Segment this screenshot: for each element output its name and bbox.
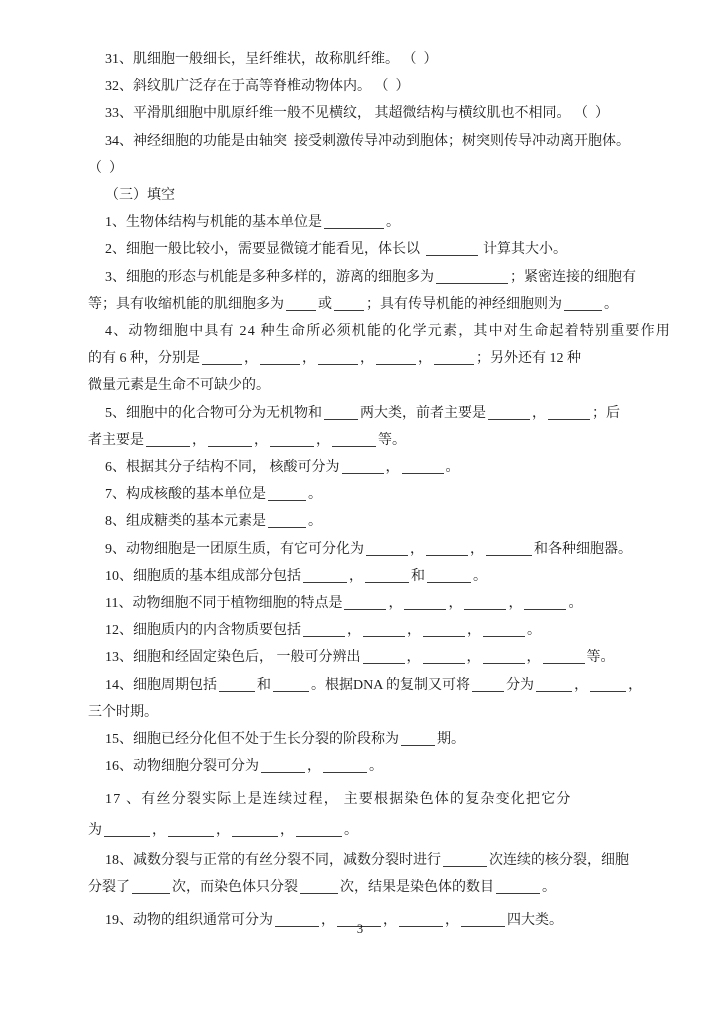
answer-blank [363,622,405,637]
text-line [88,508,636,535]
text-segment: ， [467,623,481,639]
text-line [88,817,636,844]
answer-blank [296,822,342,837]
text-segment: ， [360,351,374,367]
text-segment: ， [152,822,166,838]
text-line [88,753,636,780]
text-line [88,874,636,901]
text-segment: 3、细胞的形态与机能是多种多样的，游离的细胞多为 [105,269,434,285]
answer-blank [496,879,540,894]
text-segment: 7、构成核酸的基本单位是 [105,487,266,503]
answer-blank [208,432,252,447]
text-segment: 两大类，前者主要是 [360,405,486,421]
text-segment: ， [628,677,643,693]
text-segment: ， [508,596,523,612]
answer-blank [303,622,345,637]
answer-blank [342,459,384,474]
answer-blank [273,677,309,692]
text-segment: 16、动物细胞分裂可分为 [105,759,259,775]
answer-blank [365,568,409,583]
text-segment: 33、平滑肌细胞中肌原纤维一般不见横纹， 其超微结构与横纹肌也不相同。 （ ） [105,106,609,122]
text-segment: （ ） [88,160,123,176]
text-line [88,699,636,726]
text-line [88,46,636,73]
text-segment: 12、细胞质内的内含物质要包括 [105,623,301,639]
text-segment: ；另外还有 12 种 [476,351,581,367]
answer-blank [483,622,525,637]
text-segment: ， [254,432,268,448]
text-segment: 和 [257,677,271,693]
answer-blank [536,677,572,692]
text-segment: 。 [542,880,556,896]
text-segment: 6、根据其分子结构不同， 核酸可分为 [105,460,340,476]
answer-blank [524,595,566,610]
text-segment: ， [316,432,330,448]
text-segment: ， [574,677,589,693]
text-segment: ， [383,913,397,929]
answer-blank [404,595,446,610]
text-segment: 31、肌细胞一般细长，呈纤维状，故称肌纤维。 （ ） [105,52,438,67]
text-line [88,644,636,671]
answer-blank [344,595,386,610]
text-line [88,128,636,155]
text-segment: ， [321,913,335,929]
text-segment: 13、细胞和经固定染色后， 一般可分辨出 [105,650,361,666]
text-segment: ；具有传导机能的神经细胞则为 [366,296,562,312]
text-segment: ， [532,405,546,421]
answer-blank [543,649,585,664]
text-line [88,427,636,454]
text-segment: ；后 [592,405,620,421]
answer-blank [219,677,255,692]
text-segment: 17 、有丝分裂实际上是连续过程， 主要根据染色体的复杂变化把它分 [105,792,572,808]
text-segment: 11、动物细胞不同于植物细胞的特点是 [105,596,343,612]
answer-blank [472,677,504,692]
text-segment: 三个时期。 [88,704,158,720]
text-segment: 次，而染色体只分裂 [172,880,298,896]
text-segment: ， [418,351,432,367]
text-segment: ， [347,623,361,639]
text-segment: ， [470,541,484,557]
text-segment: 期。 [437,732,465,748]
text-segment: 等；具有收缩机能的肌细胞多为 [88,296,284,312]
text-segment: ， [216,822,230,838]
text-segment: 。 [308,514,322,530]
answer-blank [286,296,316,311]
text-segment: 2、细胞一般比较小，需要显微镜才能看见，体长以 [105,242,424,258]
text-line [88,617,636,644]
answer-blank [548,405,590,420]
text-segment: 次连续的核分裂，细胞 [489,852,629,868]
answer-blank [423,622,465,637]
answer-blank [363,649,405,664]
text-segment: ， [445,913,459,929]
answer-blank [324,214,384,229]
answer-blank [268,513,306,528]
text-segment: 微量元素是生命不可缺少的。 [88,378,270,394]
text-segment: ， [407,623,421,639]
answer-blank [436,269,508,284]
text-segment: 。 [369,759,383,775]
text-segment: 19、动物的组织通常可分为 [105,913,273,929]
text-segment: （三）填空 [105,188,175,204]
text-line [88,100,636,127]
answer-blank [334,296,364,311]
text-segment: ， [466,650,481,666]
answer-blank [168,822,214,837]
page-number: 3 [356,922,364,936]
text-segment: 的有 6 种，分别是 [88,351,200,367]
answer-blank [318,350,358,365]
text-segment: ， [410,541,424,557]
text-line [88,372,636,399]
answer-blank [376,350,416,365]
text-segment: 15、细胞已经分化但不处于生长分裂的阶段称为 [105,732,399,748]
answer-blank [261,758,305,773]
text-segment: 9、动物细胞是一团原生质，有它可分化为 [105,541,364,557]
text-line [88,400,636,427]
text-segment: 分为 [506,677,535,693]
answer-blank [270,432,314,447]
text-segment: 1、生物体结构与机能的基本单位是 [105,215,322,231]
text-segment: ， [280,822,294,838]
text-line [88,481,636,508]
text-segment: 14、细胞周期包括 [105,677,217,693]
text-line [88,345,636,372]
answer-blank [300,879,338,894]
answer-blank [402,459,444,474]
text-segment: 。 [568,596,583,612]
text-segment: 等。 [378,432,406,448]
answer-blank [323,758,367,773]
answer-blank [464,595,506,610]
text-line [88,73,636,100]
text-segment: 分裂了 [88,880,130,896]
text-segment: 和 [411,568,425,584]
answer-blank [426,241,478,256]
text-segment: 。 [308,487,322,503]
answer-blank [564,296,602,311]
answer-blank [401,731,435,746]
text-segment: ， [307,759,321,775]
text-line [88,264,636,291]
answer-blank [260,350,300,365]
text-segment: 。 [386,215,400,231]
text-segment: ， [244,351,258,367]
answer-blank [332,432,376,447]
text-line [88,563,636,590]
text-segment: 32、斜纹肌广泛存在于高等脊椎动物体内。 （ ） [105,79,410,95]
text-line [88,536,636,563]
answer-blank [303,568,347,583]
text-segment: 5、细胞中的化合物可分为无机物和 [105,405,322,421]
text-segment: 或 [318,296,332,312]
text-line [88,590,636,617]
answer-blank [132,879,170,894]
text-segment: ， [388,596,403,612]
text-segment: 等。 [586,650,615,666]
text-segment: 10、细胞质的基本组成部分包括 [105,568,301,584]
text-line [88,454,636,481]
text-segment: ， [526,650,541,666]
answer-blank [202,350,242,365]
answer-blank [146,432,190,447]
text-segment: ， [406,650,421,666]
text-line [88,236,636,263]
answer-blank [268,486,306,501]
document-lines [88,46,671,935]
text-segment: 。 [473,568,487,584]
text-segment: ， [448,596,463,612]
answer-blank [483,649,525,664]
answer-blank [486,541,532,556]
text-segment: 8、组成糖类的基本元素是 [105,514,266,530]
text-segment: 。 [527,623,541,639]
text-segment: 。 [445,460,460,476]
answer-blank [366,541,408,556]
answer-blank [232,822,278,837]
text-segment: 次，结果是染色体的数目 [340,880,494,896]
text-segment: 和各种细胞器。 [534,541,632,557]
answer-blank [488,405,530,420]
text-segment: ， [302,351,316,367]
text-line [88,726,636,753]
answer-blank [427,568,471,583]
text-segment: 18、减数分裂与正常的有丝分裂不同，减数分裂时进行 [105,852,441,868]
answer-blank [324,405,358,420]
text-line [88,155,636,182]
text-segment: ， [385,460,400,476]
text-line [88,291,636,318]
text-segment: 。 [344,822,358,838]
answer-blank [443,852,487,867]
answer-blank [434,350,474,365]
text-line [88,786,636,813]
answer-blank [590,677,626,692]
answer-blank [104,822,150,837]
text-segment: 计算其大小。 [479,242,567,258]
text-line [88,318,671,345]
text-segment: 34、神经细胞的功能是由轴突 接受刺激传导冲动到胞体；树突则传导冲动离开胞体。 [105,133,630,149]
answer-blank [423,649,465,664]
text-segment: ；紧密连接的细胞有 [510,269,636,285]
text-line [88,182,636,209]
text-segment: 者主要是 [88,432,144,448]
text-segment: 。 [604,296,618,312]
text-segment: 四大类。 [507,913,563,929]
text-line [88,672,643,699]
text-segment: 4、动物细胞中具有 24 种生命所必须机能的化学元素，其中对生命起着特别重要作用 [105,324,671,340]
text-segment: 为 [88,822,102,838]
text-segment: ， [349,568,363,584]
text-line [88,209,636,236]
text-line [88,847,636,874]
answer-blank [426,541,468,556]
text-segment: 。根据DNA 的复制又可将 [311,677,471,693]
text-segment: ， [192,432,206,448]
